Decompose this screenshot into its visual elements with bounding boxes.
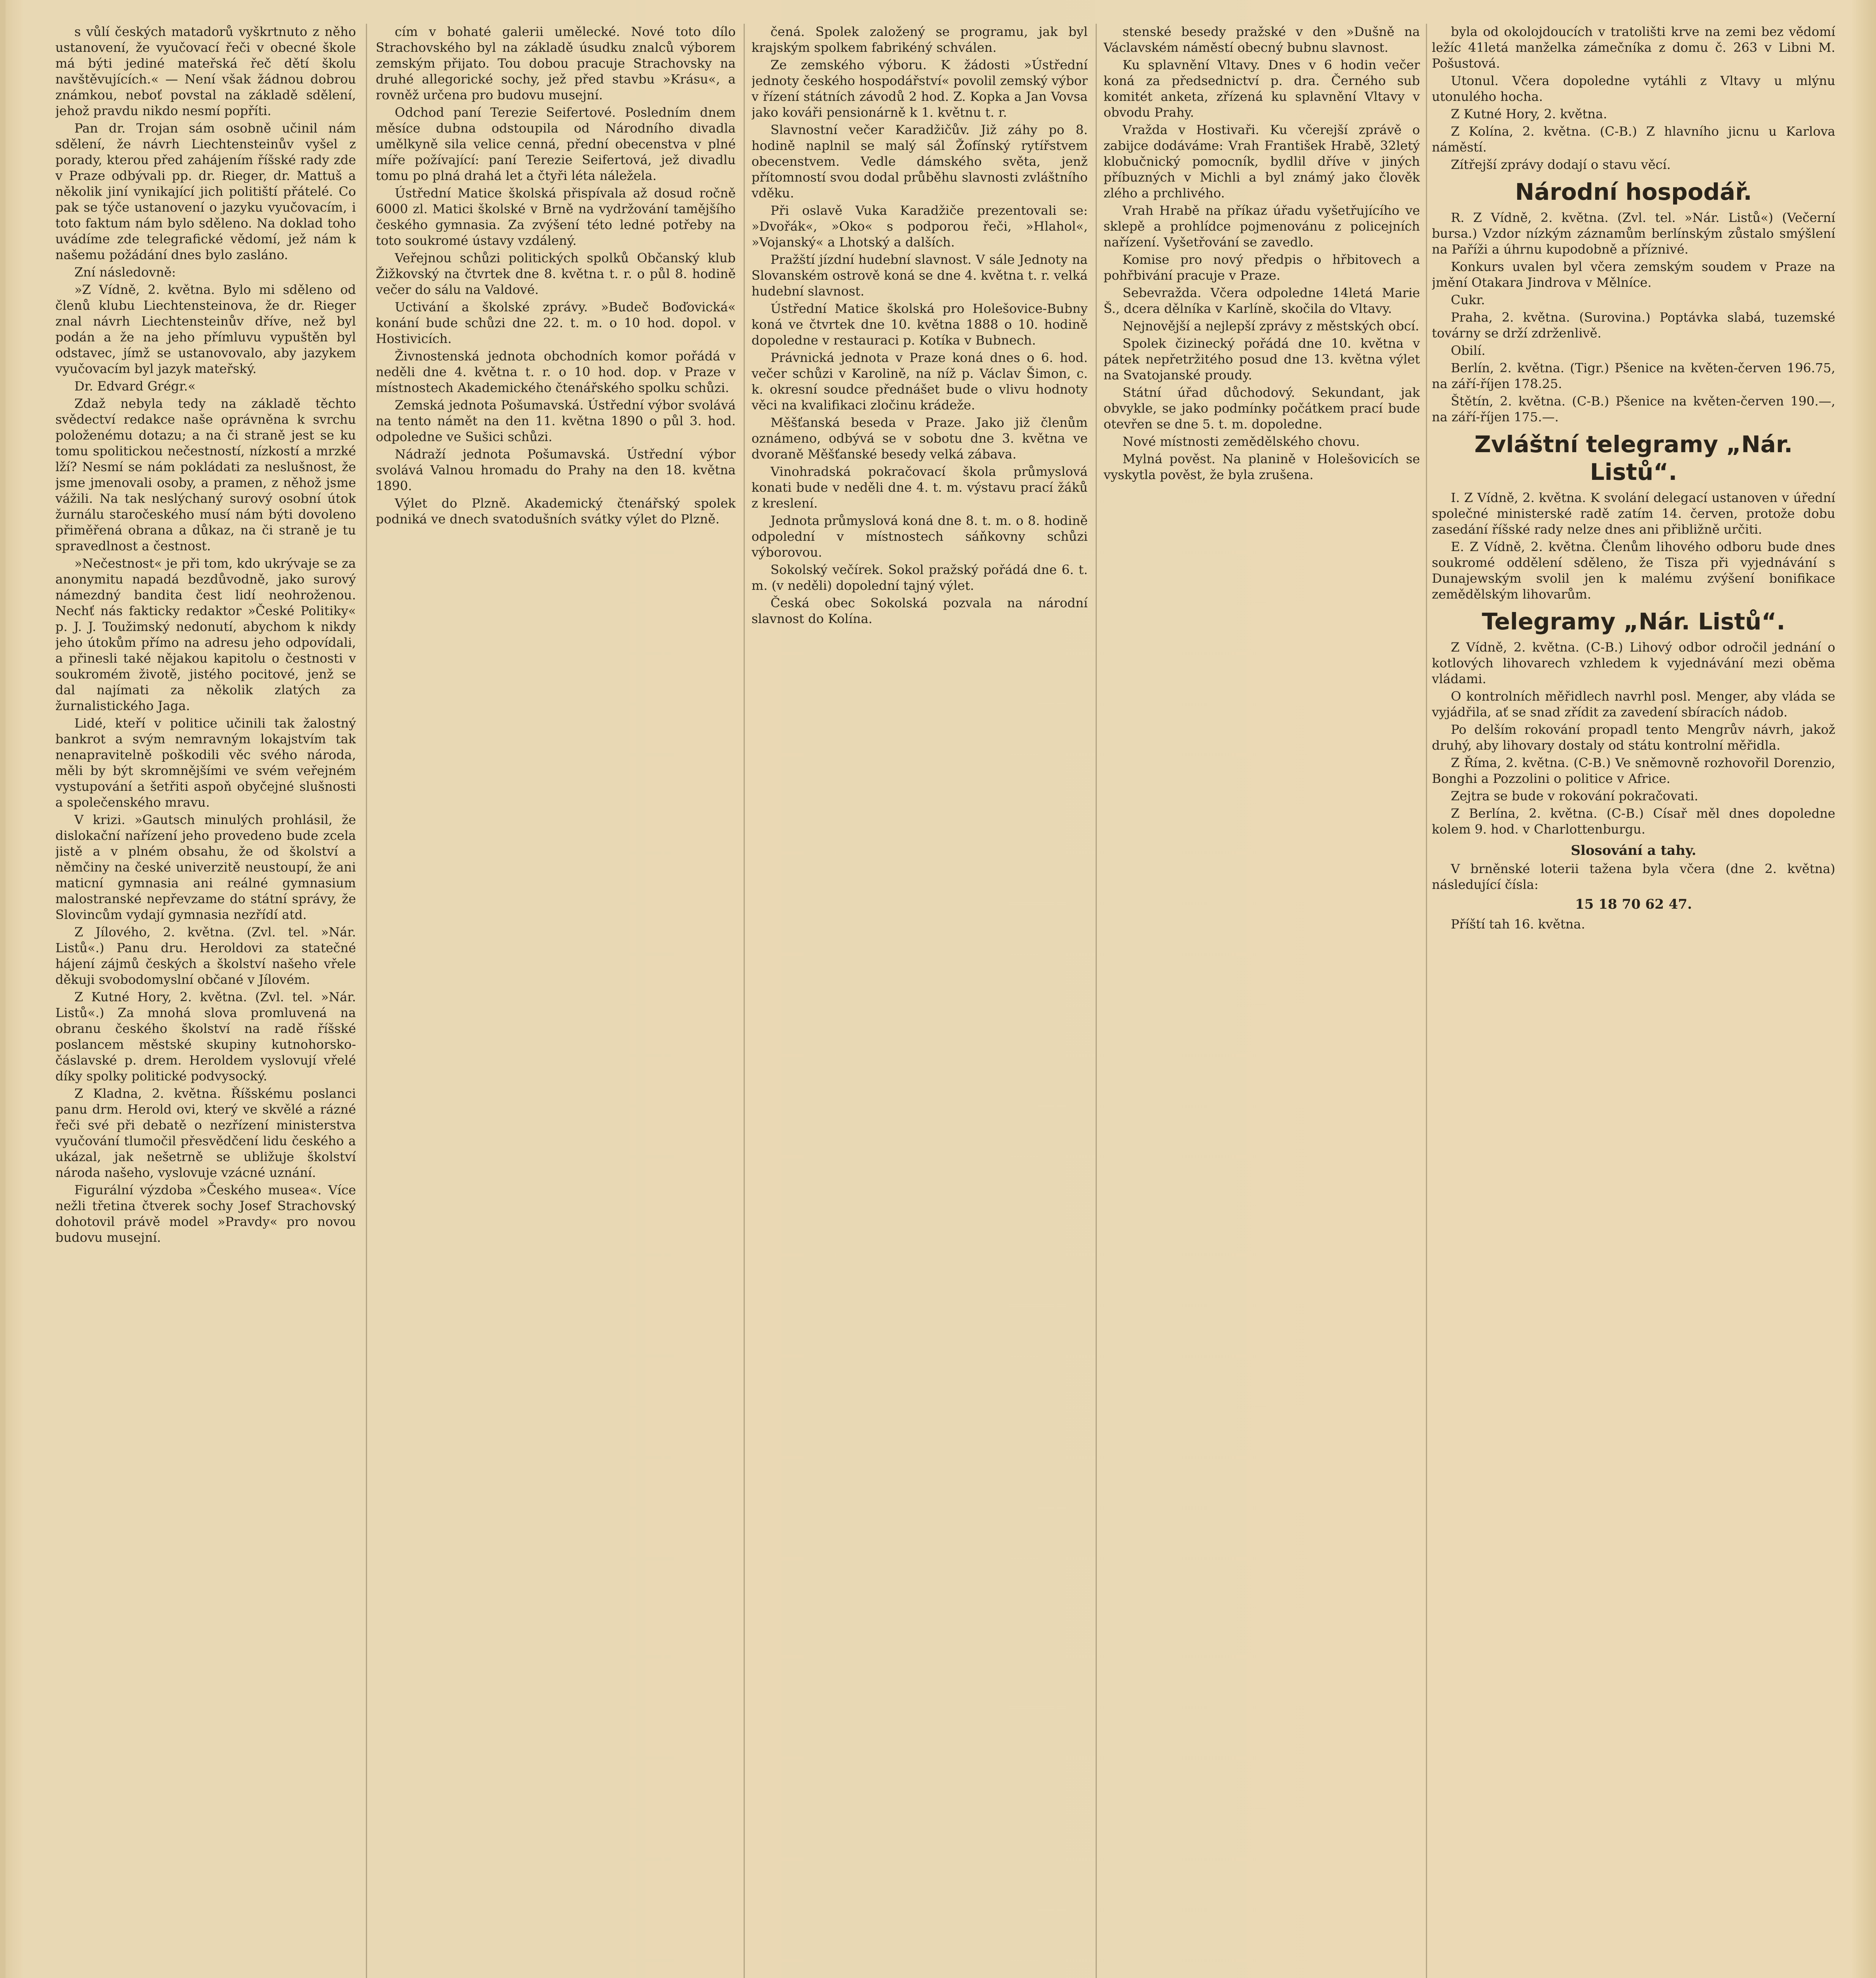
col1-paragraph: V krizi. »Gautsch minulých prohlásil, že dislokační nařízení jeho provedeno bude zcela jistě a v plném obsahu, že od školství a němčiny na české univerzitě neustoupí, že ani maticní gymnasia ani reálné gymnasium malostranské nepřevzame do státní správy, že Slovincům vydají gymnasia nezřídí atd. [55, 812, 356, 922]
col1-paragraph: Dr. Edvard Grégr.« [74, 379, 196, 394]
col4-paragraph: Sebevražda. Včera odpoledne 14letá Marie Š., dcera dělníka v Karlíně, skočila do Vltavy. [1104, 285, 1420, 316]
article-paragraph: Praha, 2. května. (Surovina.) Poptávka slabá, tuzemské továrny se drží zdrženlivě. [1432, 310, 1835, 341]
article-paragraph: R. Z Vídně, 2. května. (Zvl. tel. »Nár. Listů«) (Večerní bursa.) Vzdor nízkým záznamům berlínským zůstalo smýšlení na Paříži a úhrnu kupodobně a příznivé. [1432, 210, 1835, 257]
article-paragraph: Z Říma, 2. května. (C-B.) Ve sněmovně rozhovořil Dorenzio, Bonghi a Pozzolini o politice v Africe. [1432, 755, 1835, 786]
col1-paragraph: Pan dr. Trojan sám osobně učinil nám sdělení, že návrh Liechtensteinův vyšel z porady, kterou před zahájením říšské rady zde v Praze odbývali pp. dr. Rieger, dr. Mattuš a několik jiní vynikající jich politiští přátelé. Co pak se týče ustanovení o jazyku vyučovacím, i toto faktum nám bylo sděleno. Na doklad toho uvádíme zde telegrafické vědomí, jež nám k našemu požádání dnes bylo zasláno. [55, 121, 356, 262]
col1-paragraph: s vůlí českých matadorů vyškrtnuto z něho ustanovení, že vyučovací řeči v obecné škole má býti jediné mateřská řeč dětí školu navštěvujících.« — Není však žádnou dobrou známkou, neboť povstal na základě sdělení, jehož pravdu nikdo nesmí popříti. [55, 24, 356, 118]
col4-paragraph: Nejnovější a nejlepší zprávy z městských obcí. [1123, 318, 1420, 333]
col3-paragraph: Vinohradská pokračovací škola průmyslová konati bude v neděli dne 4. t. m. výstavu prací žáků z kreslení. [752, 464, 1088, 511]
col2-paragraph: Živnostenská jednota obchodních komor pořádá v neděli dne 4. května t. r. o 10 hod. dop. v Praze v místnostech Akademického čtenářského spolku schůzi. [376, 349, 736, 395]
col2-paragraph: Výlet do Plzně. Akademický čtenářský spolek podniká ve dnech svatodušních svátky výlet do Plzně. [376, 496, 736, 527]
col3-paragraph: čená. Spolek založený se programu, jak byl krajským spolkem fabrikéný schválen. [752, 24, 1088, 55]
column-rule [1426, 24, 1427, 1978]
col1-paragraph: Figurální výzdoba »Českého musea«. Více nežli třetina čtverek sochy Josef Strachovský dohotovil právě model »Pravdy« pro novou budovu musejní. [55, 1182, 356, 1245]
article-paragraph: Štětín, 2. května. (C-B.) Pšenice na květen-červen 190.—, na září-říjen 175.—. [1432, 394, 1835, 424]
col3-paragraph: Sokolský večírek. Sokol pražský pořádá dne 6. t. m. (v neděli) dopolední tajný výlet. [752, 562, 1088, 593]
col2-paragraph: Nádraží jednota Pošumavská. Ústřední výbor svolává Valnou hromadu do Prahy na den 18. května 1890. [376, 447, 736, 493]
article-paragraph: Po delším rokování propadl tento Mengrův návrh, jakož druhý, aby lihovary dostaly od státu kontrolní měřidla. [1432, 722, 1835, 753]
article-paragraph: Z Berlína, 2. května. (C-B.) Císař měl dnes dopoledne kolem 9. hod. v Charlottenburgu. [1432, 806, 1835, 837]
col1-paragraph: »Nečestnost« je při tom, kdo ukrývaje se za anonymitu napadá bezdůvodně, jako surový námezdný bandita čest lidí neohroženou. Nechť nás fakticky redaktor »České Politiky« p. J. J. Toužimský nedonutí, abychom k nikdy jeho útokům přímo na adresu jeho odpovídali, a přinesli také nějakou kapitolu o čestnosti v soukromém životě, jistého pocitové, jenž se dal najímati za několik zlatých za žurnalistického Jaga. [55, 556, 356, 713]
article-paragraph: Z Vídně, 2. května. (C-B.) Lihový odbor odročil jednání o kotlových lihovarech vzhledem k vyjednávání mezi oběma vládami. [1432, 640, 1835, 686]
article-paragraph: Berlín, 2. května. (Tigr.) Pšenice na květen-červen 196.75, na září-říjen 178.25. [1432, 360, 1835, 391]
article-paragraph: O kontrolních měřidlech navrhl posl. Menger, aby vláda se vyjádřila, ať se snad zřídit za zavedení sbíracích nádob. [1432, 689, 1835, 720]
col1-paragraph: Z Kutné Hory, 2. května. (Zvl. tel. »Nár. Listů«.) Za mnohá slova promluvená na obranu českého školství na radě říšské poslancem městské skupiny kutnohorsko-čáslavské p. drem. Heroldem vyslovují vřelé díky spolky politické podvysocký. [55, 989, 356, 1084]
column-rule [744, 24, 745, 1978]
column-2 [376, 24, 736, 1978]
col4-paragraph: Státní úřad důchodový. Sekundant, jak obvykle, se jako podmínky počátkem prací bude otevřen se dne 5. t. m. dopoledne. [1104, 385, 1420, 432]
col4-paragraph: Spolek čizinecký pořádá dne 10. května v pátek nepřetržitého posud dne 13. května výlet na Svatojanské proudy. [1104, 336, 1420, 383]
col2-paragraph: Veřejnou schůzi politických spolků Občanský klub Žižkovský na čtvrtek dne 8. května t. r. o půl 8. hodině večer do sálu na Valdové. [376, 250, 736, 297]
article-paragraph: I. Z Vídně, 2. května. K svolání delegací ustanoven v úřední společné ministerské radě zatím 14. červen, protože dobu zasedání říšské rady nelze dnes ani přibližně určiti. [1432, 490, 1835, 537]
col3-paragraph: Slavnostní večer Karadžičův. Již záhy po 8. hodině naplnil se malý sál Žofínský rytířstvem obecenstvem. Vedle dámského světa, jenž přítomností svou dodal průběhu slavnosti zvláštního vděku. [752, 122, 1088, 201]
column-1 [55, 24, 356, 1978]
col2-paragraph: Zemská jednota Pošumavská. Ústřední výbor svolává na tento námět na den 11. května 1890 o půl 3. hod. odpoledne ve Sušici schůzi. [376, 398, 736, 444]
col1-paragraph: Z Kladna, 2. května. Říšskému poslanci panu drm. Herold ovi, který ve skvělé a rázné řeči své při debatě o nezřízení ministerstva vyučování tlumočil přesvědčení lidu českého a ukázal, jak nešetrně se ubližuje školství národa našeho, vyslovuje vzácné uznání. [55, 1086, 356, 1180]
col3-paragraph: Právnická jednota v Praze koná dnes o 6. hod. večer schůzi v Karolině, na níž p. Václav Šimon, c. k. okresní soudce přednášet bude o vlivu hodnoty věci na kvalifikaci zločinu krádeže. [752, 350, 1088, 413]
article-paragraph: Cukr. [1451, 292, 1485, 307]
column-4 [1104, 24, 1420, 1978]
col5-paragraph: Z Kutné Hory, 2. května. [1451, 106, 1607, 121]
col2-paragraph: Uctivání a školské zprávy. »Budeč Boďovická« konání bude schůzi dne 22. t. m. o 10 hod. dopol. v Hostivicích. [376, 299, 736, 346]
column-rule [366, 24, 367, 1978]
article-paragraph: Zejtra se bude v rokování pokračovati. [1451, 788, 1698, 803]
article-paragraph: E. Z Vídně, 2. května. Členům lihového odboru bude dnes soukromé oddělení sděleno, že Tisza při vyjednávání s Dunajewským svolil jen k malému zvýšení bonifikace zemědělským lihovarům. [1432, 539, 1835, 602]
telegrams-heading: Telegramy „Nár. Listů“. [1482, 608, 1785, 635]
col2-paragraph: Odchod paní Terezie Seifertové. Posledním dnem měsíce dubna odstoupila od Národního divadla umělkyně sila velice cenná, přední obecenstva v plné míře požívající: paní Terezie Seifertová, jež divadlu tomu po plná drahá let a čtyři léta náležela. [376, 105, 736, 183]
col1-paragraph: Lidé, kteří v politice učinili tak žalostný bankrot a svým nemravným lokajstvím tak nenapravitelně poškodili věc svého národa, měli by být skromnějšími ve svém veřejném vystupování a šetřiti aspoň obyčejné slušnosti a společenského mravu. [55, 716, 356, 810]
col4-paragraph: Komise pro nový předpis o hřbitovech a pohřbivání pracuje v Praze. [1104, 252, 1420, 283]
col3-paragraph: Česká obec Sokolská pozvala na národní slavnost do Kolína. [752, 595, 1088, 626]
col3-paragraph: Pražští jízdní hudební slavnost. V sále Jednoty na Slovanském ostrově koná se dne 4. května t. r. velká hudební slavnost. [752, 252, 1088, 299]
col5-paragraph: Utonul. Včera dopoledne vytáhli z Vltavy u mlýnu utonulého hocha. [1432, 73, 1835, 104]
lottery-numbers: 15 18 70 62 47. [1575, 896, 1692, 912]
col5-paragraph: byla od okolojdoucích v tratolišti krve na zemi bez vědomí ležíc 41letá manželka zámečníka z domu č. 263 v Libni M. Pošustová. [1432, 24, 1835, 71]
col2-paragraph: cím v bohaté galerii umělecké. Nové toto dílo Strachovského byl na základě úsudku znalců výborem zemským přijato. Tou dobou pracuje Strachovsky na druhé allegorické sochy, jež před stavbu »Krásu«, a rovněž určena pro budovu musejní. [376, 24, 736, 102]
article-paragraph: Konkurs uvalen byl včera zemským soudem v Praze na jmění Otakara Jindrova v Mělníce. [1432, 259, 1835, 290]
left-edge [0, 0, 6, 1978]
col3-paragraph: Měšťanská beseda v Praze. Jako již členům oznámeno, odbývá se v sobotu dne 3. května ve dvoraně Měšťanské besedy velká zábava. [752, 415, 1088, 462]
col3-paragraph: Při oslavě Vuka Karadžiče prezentovali se: »Dvořák«, »Oko« s podporou řeči, »Hlahol«, »Vojanský« a Lhotský a dalších. [752, 203, 1088, 250]
article-paragraph: Obilí. [1451, 343, 1486, 358]
col1-paragraph: Zní následovně: [74, 265, 176, 280]
column-5 [1432, 24, 1835, 1978]
special-telegrams-heading: Zvláštní telegramy „Nár. Listů“. [1474, 431, 1793, 485]
col1-paragraph: »Z Vídně, 2. května. Bylo mi sděleno od členů klubu Liechtensteinova, že dr. Rieger znal návrh Liechtensteinův dříve, než byl podán a že na jeho přímluvu vypuštěn byl odstavec, jímž se ustanovovalo, aby jazykem vyučovacím byl jazyk mateřský. [55, 282, 356, 376]
col4-paragraph: stenské besedy pražské v den »Dušně na Václavském náměstí obecný bubnu slavnost. [1104, 24, 1420, 55]
col3-paragraph: Ústřední Matice školská pro Holešovice-Bubny koná ve čtvrtek dne 10. května 1888 o 10. hodině dopoledne v restauraci p. Kotíka v Bubnech. [752, 301, 1088, 348]
col4-paragraph: Mylná pověst. Na planině v Holešovicích se vyskytla pověst, že byla zrušena. [1104, 451, 1420, 482]
col4-paragraph: Vražda v Hostivaři. Ku včerejší zprávě o zabijce dodáváme: Vrah František Hrabě, 32letý klobučnický pomocník, bydlil dříve v jiných příbuzných v Michli a byl známý jako člověk zlého a prchlivého. [1104, 122, 1420, 201]
col1-paragraph: Z Jílového, 2. května. (Zvl. tel. »Nár. Listů«.) Panu dru. Heroldovi za statečné hájení zájmů českých a školství našeho vřele děkuji svobodomyslní občané v Jílovém. [55, 925, 356, 987]
col1-paragraph: Zdaž nebyla tedy na základě těchto svědectví redakce naše oprávněna k svrchu položenému dotazu; a na či straně jest se ku tomu spolitickou nečestností, nízkostí a mrzké lží? Nesmí se nám pokládati za neslušnost, že jsme jmenovali osoby, a pramen, z něhož jsme vážili. Na tak neslýchaný surový osobní útok žurnálu staročeského musí nám býti dovoleno přiměřená obrana a důkaz, na či straně je tu spravedlnost a čestnost. [55, 396, 356, 553]
lottery-heading: Slosování a tahy. [1571, 843, 1696, 858]
col5-paragraph: Zítřejší zprávy dodají o stavu věcí. [1451, 157, 1671, 172]
col4-paragraph: Ku splavnění Vltavy. Dnes v 6 hodin večer koná za předsednictví p. dra. Černého sub komitét anketa, zřízená ku splavnění Vltavy v obvodu Prahy. [1104, 57, 1420, 120]
col4-paragraph: Nové místnosti zemědělského chovu. [1123, 434, 1360, 449]
col3-paragraph: Jednota průmyslová koná dne 8. t. m. o 8. hodině odpolední v místnostech sáňkovny schůzi výborovou. [752, 513, 1088, 560]
column-rule [1096, 24, 1097, 1978]
national-economy-heading: Národní hospodář. [1515, 178, 1752, 205]
col3-paragraph: Ze zemského výboru. K žádosti »Ústřední jednoty českého hospodářství« povolil zemský výbor v řízení státních závodů 2 hod. Z. Kopka a Jan Vovsa jako kováři pensionárně k 1. květnu t. r. [752, 57, 1088, 120]
lottery-next: Příští tah 16. května. [1451, 917, 1585, 932]
lottery-text: V brněnské loterii tažena byla včera (dne 2. května) následující čísla: [1432, 861, 1835, 892]
col4-paragraph: Vrah Hrabě na příkaz úřadu vyšetřujícího ve sklepě a prohlídce pojmenovánu z policejních nařízení. Vyšetřování se zavedlo. [1104, 203, 1420, 250]
col5-paragraph: Z Kolína, 2. května. (C-B.) Z hlavního jicnu u Karlova náměstí. [1432, 124, 1835, 155]
col2-paragraph: Ústřední Matice školská přispívala až dosud ročně 6000 zl. Matici školské v Brně na vydržování tamějšího českého gymnasia. Za zvýšení této ledné potřeby na toto soukromé ústavy vzdálený. [376, 186, 736, 248]
column-3 [752, 24, 1088, 1978]
